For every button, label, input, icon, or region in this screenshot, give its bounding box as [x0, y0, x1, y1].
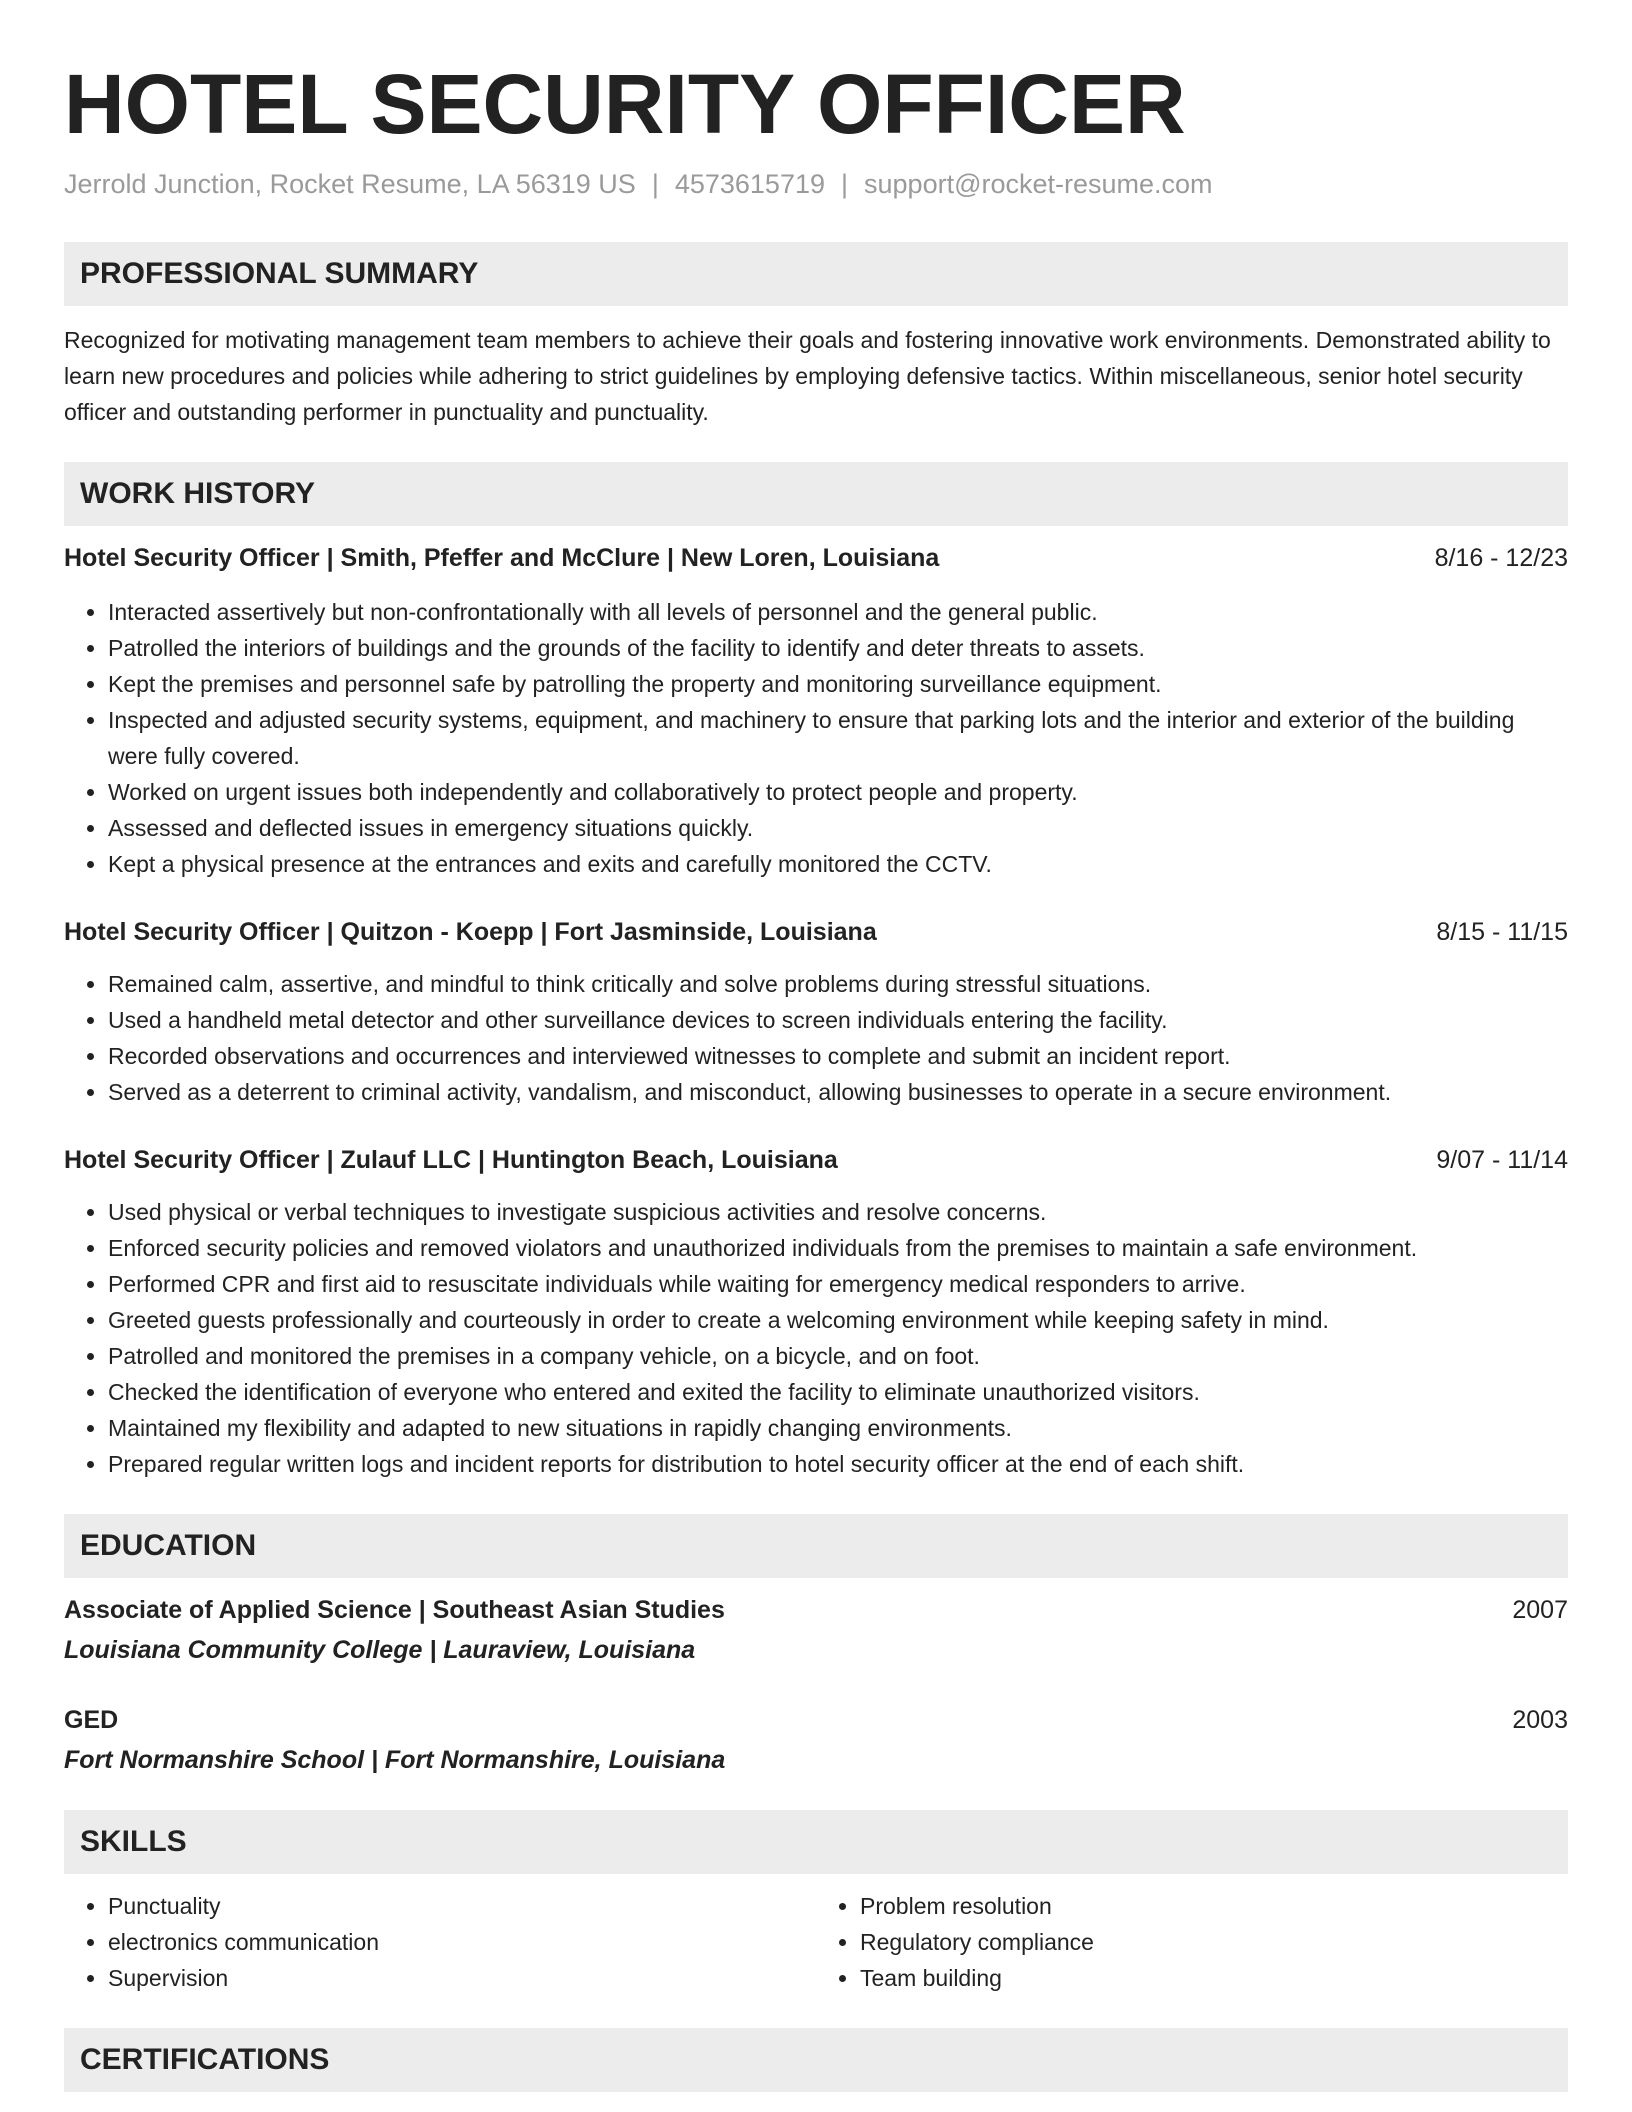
contact-address: Jerrold Junction, Rocket Resume, LA 56319 US [64, 169, 636, 199]
education-degree: GED [64, 1706, 119, 1734]
job-entry [64, 914, 1568, 1110]
education-year: 2007 [1512, 1596, 1568, 1624]
job-dates: 9/07 - 11/14 [1436, 1146, 1568, 1174]
education-year: 2003 [1512, 1706, 1568, 1734]
job-title: Hotel Security Officer | Quitzon - Koepp | Fort Jasminside, Louisiana [64, 918, 877, 946]
job-entry [64, 540, 1568, 882]
education-entry [64, 1702, 1568, 1778]
job-title: Hotel Security Officer | Smith, Pfeffer and McClure | New Loren, Louisiana [64, 544, 940, 572]
section-header-summary: PROFESSIONAL SUMMARY [64, 242, 1568, 306]
summary-text: Recognized for motivating management team members to achieve their goals and fostering innovative work environments. Demonstrated ability to learn new procedures and policies while adhering to strict guidelines by employing defensive tactics. Within miscellaneous, senior hotel security officer and outstanding performer in punctuality and punctuality. [64, 327, 1551, 425]
list-item: • Problem resolution [860, 1888, 1568, 1924]
list-item: • Inspected and adjusted security systems, equipment, and machinery to ensure that parking lots and the interior and exterior of the building were fully covered. [108, 702, 1568, 774]
list-item: • Team building [860, 1960, 1568, 1996]
list-item: • Supervision [108, 1960, 816, 1996]
section-header-work-history: WORK HISTORY [64, 462, 1568, 526]
education-degree: Associate of Applied Science | Southeast Asian Studies [64, 1596, 725, 1624]
list-item: • Used a handheld metal detector and other surveillance devices to screen individuals entering the facility. [108, 1002, 1568, 1038]
list-item: • Interacted assertively but non-confrontationally with all levels of personnel and the general public. [108, 594, 1568, 630]
education-entry [64, 1592, 1568, 1668]
list-item: • Enforced security policies and removed violators and unauthorized individuals from the premises to maintain a safe environment. [108, 1230, 1568, 1266]
education-school: Louisiana Community College | Lauraview, Louisiana [64, 1636, 696, 1664]
list-item: • Served as a deterrent to criminal activity, vandalism, and misconduct, allowing businesses to operate in a secure environment. [108, 1074, 1568, 1110]
contact-phone: 4573615719 [674, 169, 825, 199]
job-bullets [64, 594, 1568, 882]
skills-column-right [816, 1888, 1568, 1996]
contact-separator: | [651, 169, 659, 199]
section-header-certifications: CERTIFICATIONS [64, 2028, 1568, 2092]
list-item: • Used physical or verbal techniques to investigate suspicious activities and resolve concerns. [108, 1194, 1568, 1230]
list-item: • Regulatory compliance [860, 1924, 1568, 1960]
list-item: • Remained calm, assertive, and mindful to think critically and solve problems during stressful situations. [108, 966, 1568, 1002]
education-school: Fort Normanshire School | Fort Normanshire, Louisiana [64, 1746, 726, 1774]
list-item: • Patrolled and monitored the premises in a company vehicle, on a bicycle, and on foot. [108, 1338, 1568, 1374]
education-header [64, 1592, 1568, 1628]
section-header-skills: SKILLS [64, 1810, 1568, 1874]
page-title: HOTEL SECURITY OFFICER [64, 57, 1186, 151]
list-item: • Worked on urgent issues both independently and collaboratively to protect people and property. [108, 774, 1568, 810]
list-item: • Recorded observations and occurrences and interviewed witnesses to complete and submit an incident report. [108, 1038, 1568, 1074]
list-item: • Greeted guests professionally and courteously in order to create a welcoming environment while keeping safety in mind. [108, 1302, 1568, 1338]
job-entry [64, 1142, 1568, 1482]
list-item: • Kept a physical presence at the entrances and exits and carefully monitored the CCTV. [108, 846, 1568, 882]
job-bullets [64, 1194, 1568, 1482]
section-header-education: EDUCATION [64, 1514, 1568, 1578]
list-item: • Maintained my flexibility and adapted to new situations in rapidly changing environments. [108, 1410, 1568, 1446]
job-bullets [64, 966, 1568, 1110]
job-dates: 8/15 - 11/15 [1436, 918, 1568, 946]
education-header [64, 1702, 1568, 1738]
skills-list [64, 1888, 1568, 1996]
job-header [64, 1142, 1568, 1178]
job-header [64, 540, 1568, 576]
job-header [64, 914, 1568, 950]
resume-page [64, 0, 1568, 2092]
list-item: • Punctuality [108, 1888, 816, 1924]
list-item: • Performed CPR and first aid to resuscitate individuals while waiting for emergency medical responders to arrive. [108, 1266, 1568, 1302]
contact-separator: | [841, 169, 849, 199]
job-dates: 8/16 - 12/23 [1434, 544, 1568, 572]
list-item: • Kept the premises and personnel safe by patrolling the property and monitoring surveillance equipment. [108, 666, 1568, 702]
skills-column-left [64, 1888, 816, 1996]
job-title: Hotel Security Officer | Zulauf LLC | Huntington Beach, Louisiana [64, 1146, 838, 1174]
list-item: • Prepared regular written logs and incident reports for distribution to hotel security officer at the end of each shift. [108, 1446, 1568, 1482]
list-item: • Checked the identification of everyone who entered and exited the facility to eliminate unauthorized visitors. [108, 1374, 1568, 1410]
contact-line [64, 166, 1568, 202]
list-item: • Assessed and deflected issues in emergency situations quickly. [108, 810, 1568, 846]
contact-email: support@rocket-resume.com [864, 169, 1213, 199]
list-item: • electronics communication [108, 1924, 816, 1960]
list-item: • Patrolled the interiors of buildings and the grounds of the facility to identify and deter threats to assets. [108, 630, 1568, 666]
